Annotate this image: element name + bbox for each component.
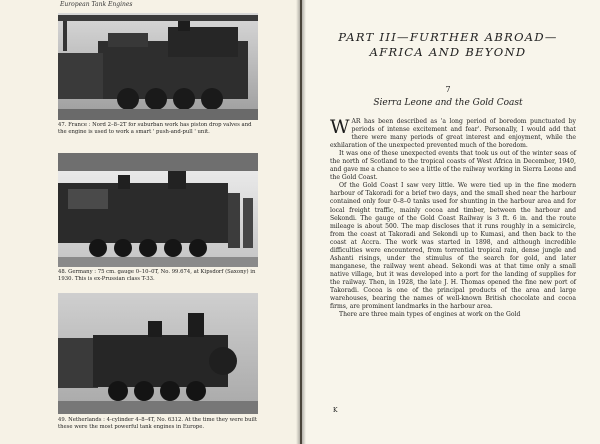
- chapter-title: Sierra Leone and the Gold Coast: [373, 98, 523, 108]
- paragraph-text: AR has been described as 'a long period of boredom punctuated by periods of intense excitement and fear'. Personally, I would add that there were many periods of great interest and enjoyment, while the exhilaration of the unexpected prevented much of the boredom.: [330, 118, 576, 150]
- locomotive-photo-3: [58, 293, 258, 414]
- locomotive-photo-1: [58, 13, 258, 120]
- part-title: [312, 30, 584, 60]
- paragraph: Of the Gold Coast I saw very little. We were tied up in the fine modern harbour of Takoradi for a brief two days, and the small shed near the harbour contained only four 0–8–0 tanks used for shunting in the harbour area and for local freight traffic, mainly cocoa and timber, between the harbour and Sekondi. The gauge of the Gold Coast Railway is 3 ft. 6 in. and the route mileage is about 500. The map discloses that it runs roughly in a semicircle, from the coast at Takoradi and Sekondi up to Kumasi, and then back to the coast at Accra. The work was started in 1898, and although incredible difficulties were encountered, from torrential tropical rain, dense jungle and Ashanti risings, under the stimulus of the search for gold, and later manganese, the railway went ahead. Sekondi was at that time only a small native village, but it was developed into a port for the landing of supplies for the railway. Then, in 1928, the late J. H. Thomas opened the fine new port of Takoradi. Cocoa is one of the principal products of the area and large warehouses, bearing the names of well-known British chocolate and cocoa firms, are prominent landmarks in the harbour area.: [330, 182, 576, 311]
- paragraph: [330, 118, 576, 150]
- part-title-line-1: PART III—FURTHER ABROAD—: [338, 30, 558, 44]
- paragraph: It was one of these unexpected events that took us out of the winter seas of the north of Scotland to the tropical coasts of West Africa in December, 1940, and gave me a chance to see a little of the railway working in Sierra Leone and the Gold Coast.: [330, 150, 576, 182]
- plate-49-photo: [58, 293, 258, 414]
- plate-48-photo: [58, 153, 258, 267]
- drop-cap: W: [330, 116, 350, 138]
- plate-49-caption: 49. Netherlands : 4-cylinder 4–8–4T, No. 6312. At the time they were built these were the most powerful tank engines in Europe.: [58, 417, 257, 430]
- paragraph: There are three main types of engines at work on the Gold: [339, 311, 521, 319]
- signature-mark: K: [333, 407, 338, 414]
- plate-48-caption: 48. Germany : 75 cm. gauge 0–10–0T, No. 99.674, at Kipsdorf (Saxony) in 1930. This is ex-Prussian class T-33.: [58, 269, 256, 282]
- running-head: European Tank Engines: [60, 1, 133, 8]
- locomotive-photo-2: [58, 153, 258, 267]
- plate-47-photo: [58, 13, 258, 120]
- chapter-body: [330, 118, 576, 319]
- book-gutter: [296, 0, 306, 444]
- plate-47-caption: 47. France : Nord 2–8–2T for suburban work has piston drop valves and the engine is used to work a smart ' push-and-pull ' unit.: [58, 122, 252, 135]
- chapter-number: 7: [445, 85, 451, 94]
- part-title-line-2: AFRICA AND BEYOND: [369, 45, 527, 59]
